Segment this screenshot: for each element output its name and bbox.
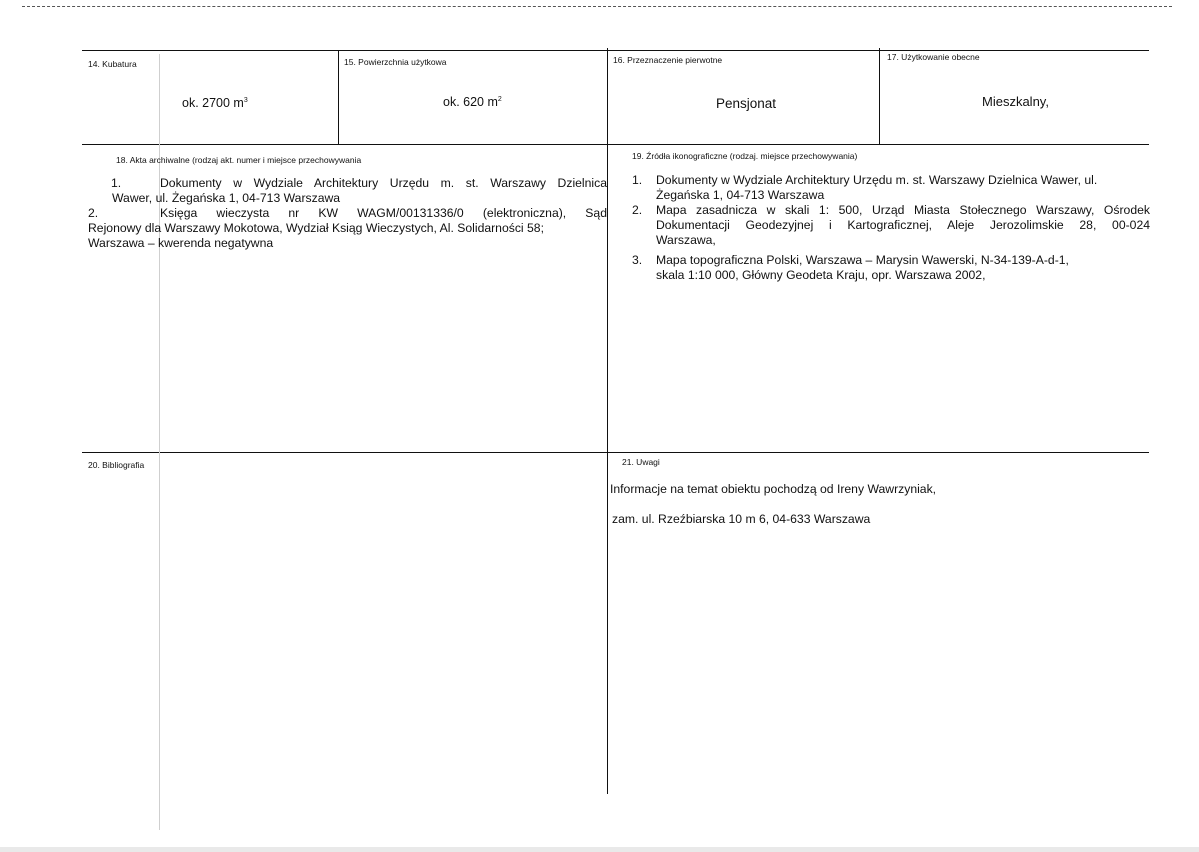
przeznaczenie-value: Pensjonat [716, 96, 777, 111]
powierzchnia-value-unit-power: 2 [497, 95, 502, 103]
uwagi-label: 21. Uwagi [622, 457, 660, 467]
grid-line-top [82, 50, 1149, 51]
zrodla-item-3-line-1: Mapa topograficzna Polski, Warszawa – Marysin Wawerski, N-34-139-A-d-1, [656, 253, 1069, 267]
akta-item-2-line-1: Księga wieczysta nr KW WAGM/00131336/0 (elektroniczna), Sąd [160, 206, 607, 220]
bibliografia-label: 20. Bibliografia [88, 460, 145, 470]
powierzchnia-value-text: ok. 620 m [443, 95, 498, 109]
powierzchnia-value [443, 95, 502, 109]
grid-line-bleed-left [159, 54, 160, 830]
akta-item-2-number: 2. [88, 206, 99, 220]
grid-line-row1-bottom [82, 144, 1149, 145]
zrodla-item-2-line-1: Mapa zasadnicza w skali 1: 500, Urząd Miasta Stołecznego Warszawy, Ośrodek [656, 203, 1150, 217]
grid-line-row2-bottom [82, 452, 1149, 453]
kubatura-value-unit-power: 3 [243, 96, 248, 104]
zrodla-item-1-line-1: Dokumenty w Wydziale Architektury Urzędu m. st. Warszawy Dzielnica Wawer, ul. [656, 173, 1098, 187]
kubatura-value [182, 96, 248, 110]
powierzchnia-label: 15. Powierzchnia użytkowa [344, 57, 447, 67]
akta-item-2-line-3: Warszawa – kwerenda negatywna [88, 236, 274, 250]
kubatura-value-text: ok. 2700 m [182, 96, 244, 110]
grid-line-przeznaczenie-right [879, 48, 880, 144]
zrodla-item-3-line-2: skala 1:10 000, Główny Geodeta Kraju, opr. Warszawa 2002, [656, 268, 986, 282]
scan-top-dashed-edge [22, 6, 1172, 7]
uzytkowanie-value: Mieszkalny, [982, 94, 1049, 109]
zrodla-item-3-number: 3. [632, 253, 643, 267]
kubatura-label: 14. Kubatura [88, 59, 137, 69]
akta-label: 18. Akta archiwalne (rodzaj akt. numer i miejsce przechowywania [116, 155, 362, 165]
uwagi-line-1: Informacje na temat obiektu pochodzą od Ireny Wawrzyniak, [610, 482, 937, 496]
zrodla-item-2-line-2: Dokumentacji Geodezyjnej i Kartograficznej, Aleje Jerozolimskie 28, 00-024 [656, 218, 1150, 232]
zrodla-label: 19. Źródła ikonograficzne (rodzaj. miejsce przechowywania) [632, 151, 858, 161]
scan-bottom-edge [0, 847, 1199, 852]
akta-item-1-line-1: Dokumenty w Wydziale Architektury Urzędu m. st. Warszawy Dzielnica [160, 176, 607, 190]
grid-line-center [607, 48, 608, 794]
akta-item-1-number: 1. [111, 176, 122, 190]
akta-item-2-line-2: Rejonowy dla Warszawy Mokotowa, Wydział Ksiąg Wieczystych, Al. Solidarności 58; [88, 221, 544, 235]
zrodla-item-1-number: 1. [632, 173, 643, 187]
zrodla-item-2-line-3: Warszawa, [656, 233, 716, 247]
zrodla-item-2-number: 2. [632, 203, 643, 217]
akta-item-1-line-2: Wawer, ul. Żegańska 1, 04-713 Warszawa [112, 191, 341, 205]
grid-line-kubatura-right [338, 50, 339, 145]
zrodla-item-1-line-2: Żegańska 1, 04-713 Warszawa [656, 188, 825, 202]
uwagi-line-2: zam. ul. Rzeźbiarska 10 m 6, 04-633 Warszawa [612, 512, 871, 526]
przeznaczenie-label: 16. Przeznaczenie pierwotne [613, 55, 723, 65]
uzytkowanie-label: 17. Użytkowanie obecne [887, 52, 980, 62]
